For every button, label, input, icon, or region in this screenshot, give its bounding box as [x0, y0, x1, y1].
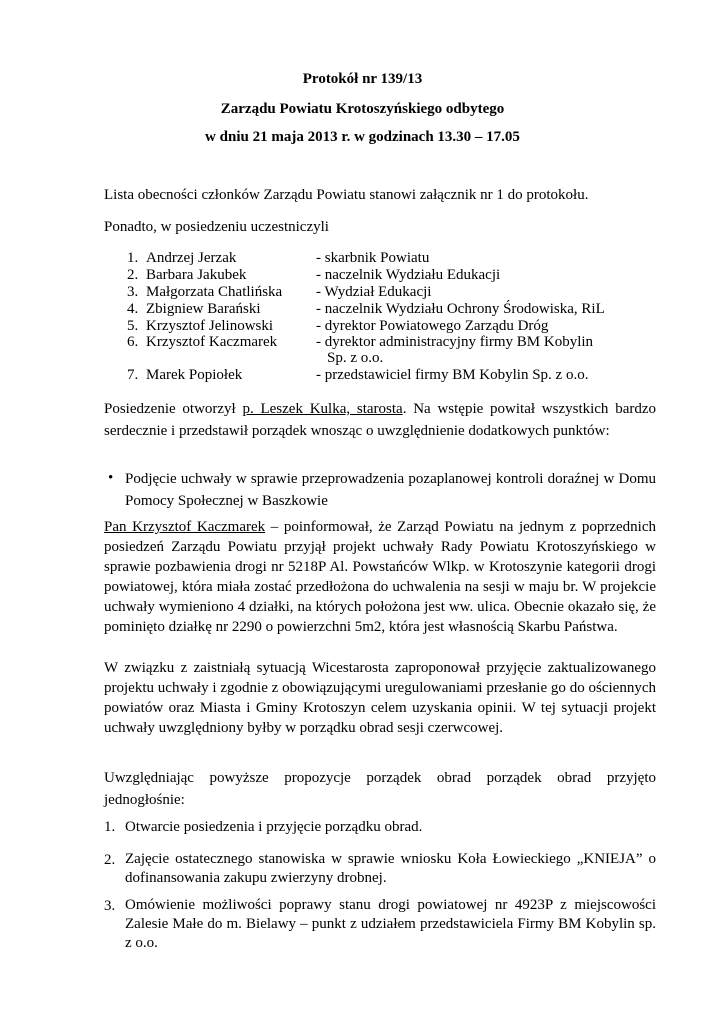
participant-name: Krzysztof Jelinowski [146, 318, 274, 334]
protocol-title: Protokół nr 139/13 [302, 71, 423, 87]
protocol-date: w dniu 21 maja 2013 r. w godzinach 13.30 – 17.05 [205, 129, 520, 145]
participant-role: - Wydział Edukacji [316, 284, 432, 300]
agenda-text: Zajęcie ostatecznego stanowiska w sprawie wniosku Koła Łowieckiego „KNIEJA” o dofinansowania zakupu zwierzyny drobnej. [125, 851, 656, 886]
participant-name: Barbara Jakubek [146, 267, 247, 283]
protocol-subtitle: Zarządu Powiatu Krotoszyńskiego odbytego [220, 101, 505, 117]
opening-paragraph [104, 398, 656, 442]
participant-number: 4. [127, 301, 139, 317]
wicestarosta-paragraph: W związku z zaistniałą sytuacją Wicestarosta zaproponował przyjęcie zaktualizowanego projektu uchwały i zgodnie z obowiązującymi uregulowaniami przesłanie go do ościennych powiatów oraz Miasta i Gminy Krotoszyn celem uzyskania opinii. W tej sytuacji projekt uchwały uwzględniony byłby w porządku obrad sesji czerwcowej. [104, 660, 656, 736]
participant-role: - przedstawiciel firmy BM Kobylin Sp. z o.o. [316, 367, 589, 383]
speaker-name: Pan Krzysztof Kaczmarek [104, 519, 266, 535]
attendance-note: Lista obecności członków Zarządu Powiatu stanowi załącznik nr 1 do protokołu. [104, 187, 589, 203]
participant-name: Krzysztof Kaczmarek [146, 334, 278, 350]
kaczmarek-text: – poinformował, że Zarząd Powiatu na jednym z poprzednich posiedzeń Zarządu Powiatu przyjął projekt uchwały Rady Powiatu Krotoszyńskiego w sprawie pozbawienia drogi nr 5218P Al. Powstańców Wlkp. w Krotoszynie kategorii drogi powiatowej, która miała zostać przedłożona do uchwalenia na sesji w maju br. W projekcie uchwały wymieniono 4 działki, na których położona jest ww. ulica. Obecnie okazało się, że pominięto działkę nr 2290 o powierzchni 5m2, która jest własnością Skarbu Państwa. [104, 519, 656, 635]
agenda-text: Omówienie możliwości poprawy stanu drogi powiatowej nr 4923P z miejscowości Zalesie Małe do m. Bielawy – punkt z udziałem przedstawiciela Firmy BM Kobylin sp. z o.o. [125, 897, 656, 951]
participant-number: 5. [127, 318, 139, 334]
participant-role: - skarbnik Powiatu [316, 250, 430, 266]
participant-role: - naczelnik Wydziału Ochrony Środowiska, RiL [316, 301, 605, 317]
opening-pre: Posiedzenie otworzył [104, 401, 243, 417]
participant-name: Marek Popiołek [146, 367, 243, 383]
agenda-number: 3. [104, 898, 116, 914]
participant-role: - naczelnik Wydziału Edukacji [316, 267, 501, 283]
agenda-intro: Uwzględniając powyższe propozycje porządek obrad porządek obrad przyjęto jednogłośnie: [104, 770, 656, 808]
participant-role-continued: Sp. z o.o. [327, 350, 384, 366]
opening-post: . Na wstępie powitał wszystkich bardzo serdecznie i przedstawił porządek wnosząc o uwzględnienie dodatkowych punktów: [104, 401, 656, 439]
kaczmarek-paragraph [104, 517, 656, 637]
participant-number: 3. [127, 284, 139, 300]
agenda-number: 2. [104, 852, 116, 868]
agenda-text: Otwarcie posiedzenia i przyjęcie porządku obrad. [125, 819, 423, 835]
participant-name: Małgorzata Chatlińska [146, 284, 283, 300]
participant-number: 1. [127, 250, 139, 266]
participant-number: 6. [127, 334, 139, 350]
bullet-icon: • [108, 470, 114, 486]
additional-item: Podjęcie uchwały w sprawie przeprowadzenia pozaplanowej kontroli doraźnej w Domu Pomocy Społecznej w Baszkowie [125, 471, 656, 509]
participant-name: Andrzej Jerzak [146, 250, 237, 266]
participants-intro: Ponadto, w posiedzeniu uczestniczyli [104, 219, 329, 235]
agenda-number: 1. [104, 819, 116, 835]
participant-role: - dyrektor administracyjny firmy BM Kobylin [316, 334, 594, 350]
participant-role: - dyrektor Powiatowego Zarządu Dróg [316, 318, 549, 334]
participant-number: 2. [127, 267, 139, 283]
participant-number: 7. [127, 367, 139, 383]
participant-name: Zbigniew Barański [146, 301, 261, 317]
chairperson-name: p. Leszek Kulka, starosta [242, 401, 403, 417]
